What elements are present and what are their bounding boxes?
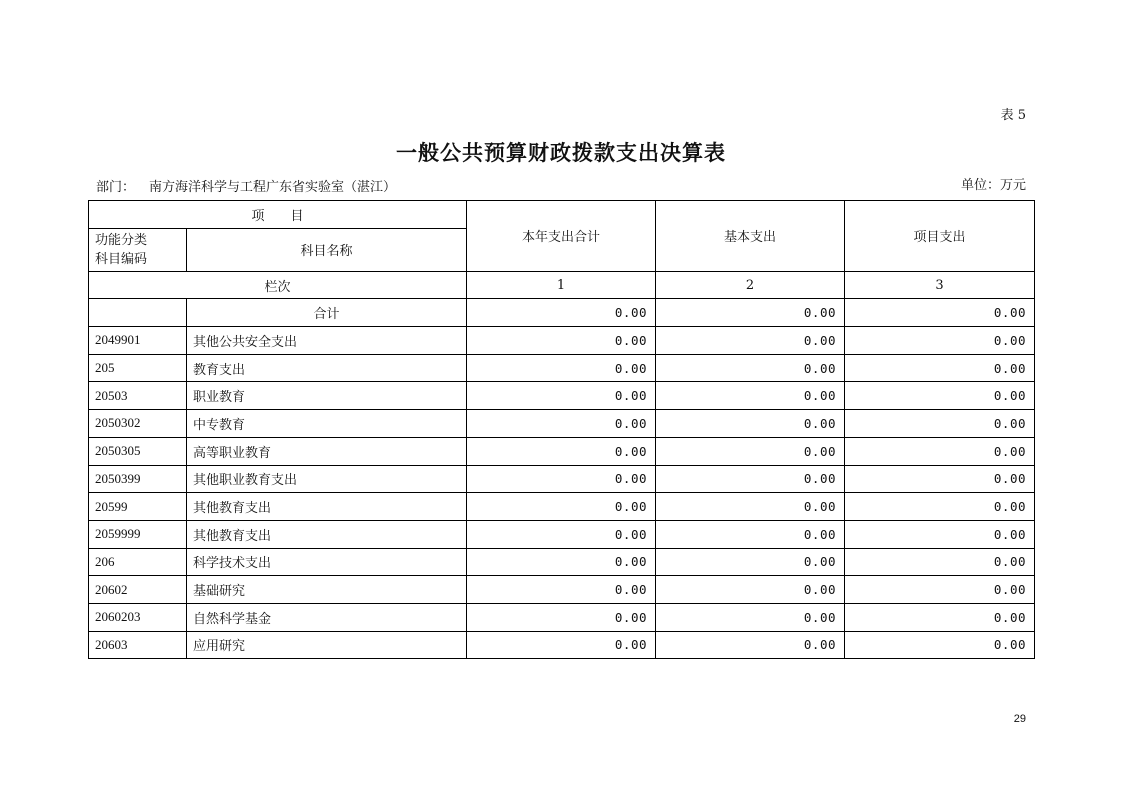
- row-basic: 0.00: [656, 520, 845, 548]
- row-total: 0.00: [467, 410, 656, 438]
- row-project: 0.00: [845, 548, 1035, 576]
- department-name: 南方海洋科学与工程广东省实验室（湛江）: [149, 180, 397, 195]
- row-total: 0.00: [467, 327, 656, 355]
- row-total: 0.00: [467, 603, 656, 631]
- table-row: [89, 493, 1035, 521]
- column-order-3: 3: [845, 271, 1035, 299]
- row-total: 0.00: [467, 465, 656, 493]
- header-col-project: 项目支出: [845, 201, 1035, 272]
- row-subject-name: 其他公共安全支出: [187, 327, 467, 355]
- row-basic: 0.00: [656, 631, 845, 659]
- total-label: 合计: [187, 299, 467, 327]
- row-code: 20603: [89, 631, 187, 659]
- row-project: 0.00: [845, 603, 1035, 631]
- table-row: [89, 576, 1035, 604]
- row-code: 2059999: [89, 520, 187, 548]
- header-item: 项 目: [89, 201, 467, 229]
- expenditure-table: [88, 200, 1035, 659]
- row-total: 0.00: [467, 354, 656, 382]
- row-basic: 0.00: [656, 465, 845, 493]
- row-basic: 0.00: [656, 576, 845, 604]
- row-code: 20503: [89, 382, 187, 410]
- row-code: 206: [89, 548, 187, 576]
- total-amount: 0.00: [467, 299, 656, 327]
- header-subject-name: 科目名称: [187, 228, 467, 271]
- header-row-item: [89, 201, 1035, 229]
- table-row: [89, 465, 1035, 493]
- row-subject-name: 高等职业教育: [187, 437, 467, 465]
- page-number: 29: [1013, 713, 1026, 725]
- row-basic: 0.00: [656, 603, 845, 631]
- table-row: [89, 603, 1035, 631]
- row-basic: 0.00: [656, 493, 845, 521]
- row-code: 205: [89, 354, 187, 382]
- row-basic: 0.00: [656, 327, 845, 355]
- table-row: [89, 548, 1035, 576]
- table-number: 表 5: [1000, 108, 1026, 123]
- row-code: 2049901: [89, 327, 187, 355]
- row-subject-name: 基础研究: [187, 576, 467, 604]
- header-func-code-line2: 科目编码: [95, 251, 148, 267]
- row-project: 0.00: [845, 631, 1035, 659]
- row-subject-name: 其他教育支出: [187, 520, 467, 548]
- row-subject-name: 自然科学基金: [187, 603, 467, 631]
- row-code: 2050302: [89, 410, 187, 438]
- table-row: [89, 437, 1035, 465]
- row-total: 0.00: [467, 520, 656, 548]
- row-total: 0.00: [467, 437, 656, 465]
- column-order-row: [89, 271, 1035, 299]
- table-row: [89, 354, 1035, 382]
- row-subject-name: 科学技术支出: [187, 548, 467, 576]
- table-row: [89, 327, 1035, 355]
- page-title: 一般公共预算财政拨款支出决算表: [396, 140, 726, 165]
- row-project: 0.00: [845, 465, 1035, 493]
- column-order-2: 2: [656, 271, 845, 299]
- row-subject-name: 其他职业教育支出: [187, 465, 467, 493]
- row-code: 2060203: [89, 603, 187, 631]
- table-row: [89, 631, 1035, 659]
- row-project: 0.00: [845, 354, 1035, 382]
- row-project: 0.00: [845, 327, 1035, 355]
- row-code: 20599: [89, 493, 187, 521]
- row-subject-name: 教育支出: [187, 354, 467, 382]
- row-project: 0.00: [845, 576, 1035, 604]
- department-line: [96, 176, 396, 195]
- row-project: 0.00: [845, 410, 1035, 438]
- row-total: 0.00: [467, 493, 656, 521]
- total-code: [89, 299, 187, 327]
- row-code: 2050399: [89, 465, 187, 493]
- column-order-label: 栏次: [89, 271, 467, 299]
- header-func-code: [89, 228, 187, 271]
- row-subject-name: 职业教育: [187, 382, 467, 410]
- header-col-basic: 基本支出: [656, 201, 845, 272]
- table-row: [89, 410, 1035, 438]
- row-code: 20602: [89, 576, 187, 604]
- row-subject-name: 中专教育: [187, 410, 467, 438]
- row-project: 0.00: [845, 437, 1035, 465]
- row-basic: 0.00: [656, 354, 845, 382]
- total-row: [89, 299, 1035, 327]
- table-row: [89, 520, 1035, 548]
- column-order-1: 1: [467, 271, 656, 299]
- row-code: 2050305: [89, 437, 187, 465]
- row-subject-name: 其他教育支出: [187, 493, 467, 521]
- row-basic: 0.00: [656, 437, 845, 465]
- total-project: 0.00: [845, 299, 1035, 327]
- row-project: 0.00: [845, 520, 1035, 548]
- department-label: 部门：: [96, 180, 136, 195]
- table-body: [89, 327, 1035, 659]
- header-func-code-line1: 功能分类: [95, 232, 148, 248]
- row-total: 0.00: [467, 576, 656, 604]
- row-total: 0.00: [467, 631, 656, 659]
- row-basic: 0.00: [656, 382, 845, 410]
- row-project: 0.00: [845, 382, 1035, 410]
- row-basic: 0.00: [656, 410, 845, 438]
- unit-label: 单位：万元: [960, 178, 1026, 193]
- table-row: [89, 382, 1035, 410]
- row-subject-name: 应用研究: [187, 631, 467, 659]
- total-basic: 0.00: [656, 299, 845, 327]
- row-total: 0.00: [467, 548, 656, 576]
- row-project: 0.00: [845, 493, 1035, 521]
- header-col-total: 本年支出合计: [467, 201, 656, 272]
- row-total: 0.00: [467, 382, 656, 410]
- row-basic: 0.00: [656, 548, 845, 576]
